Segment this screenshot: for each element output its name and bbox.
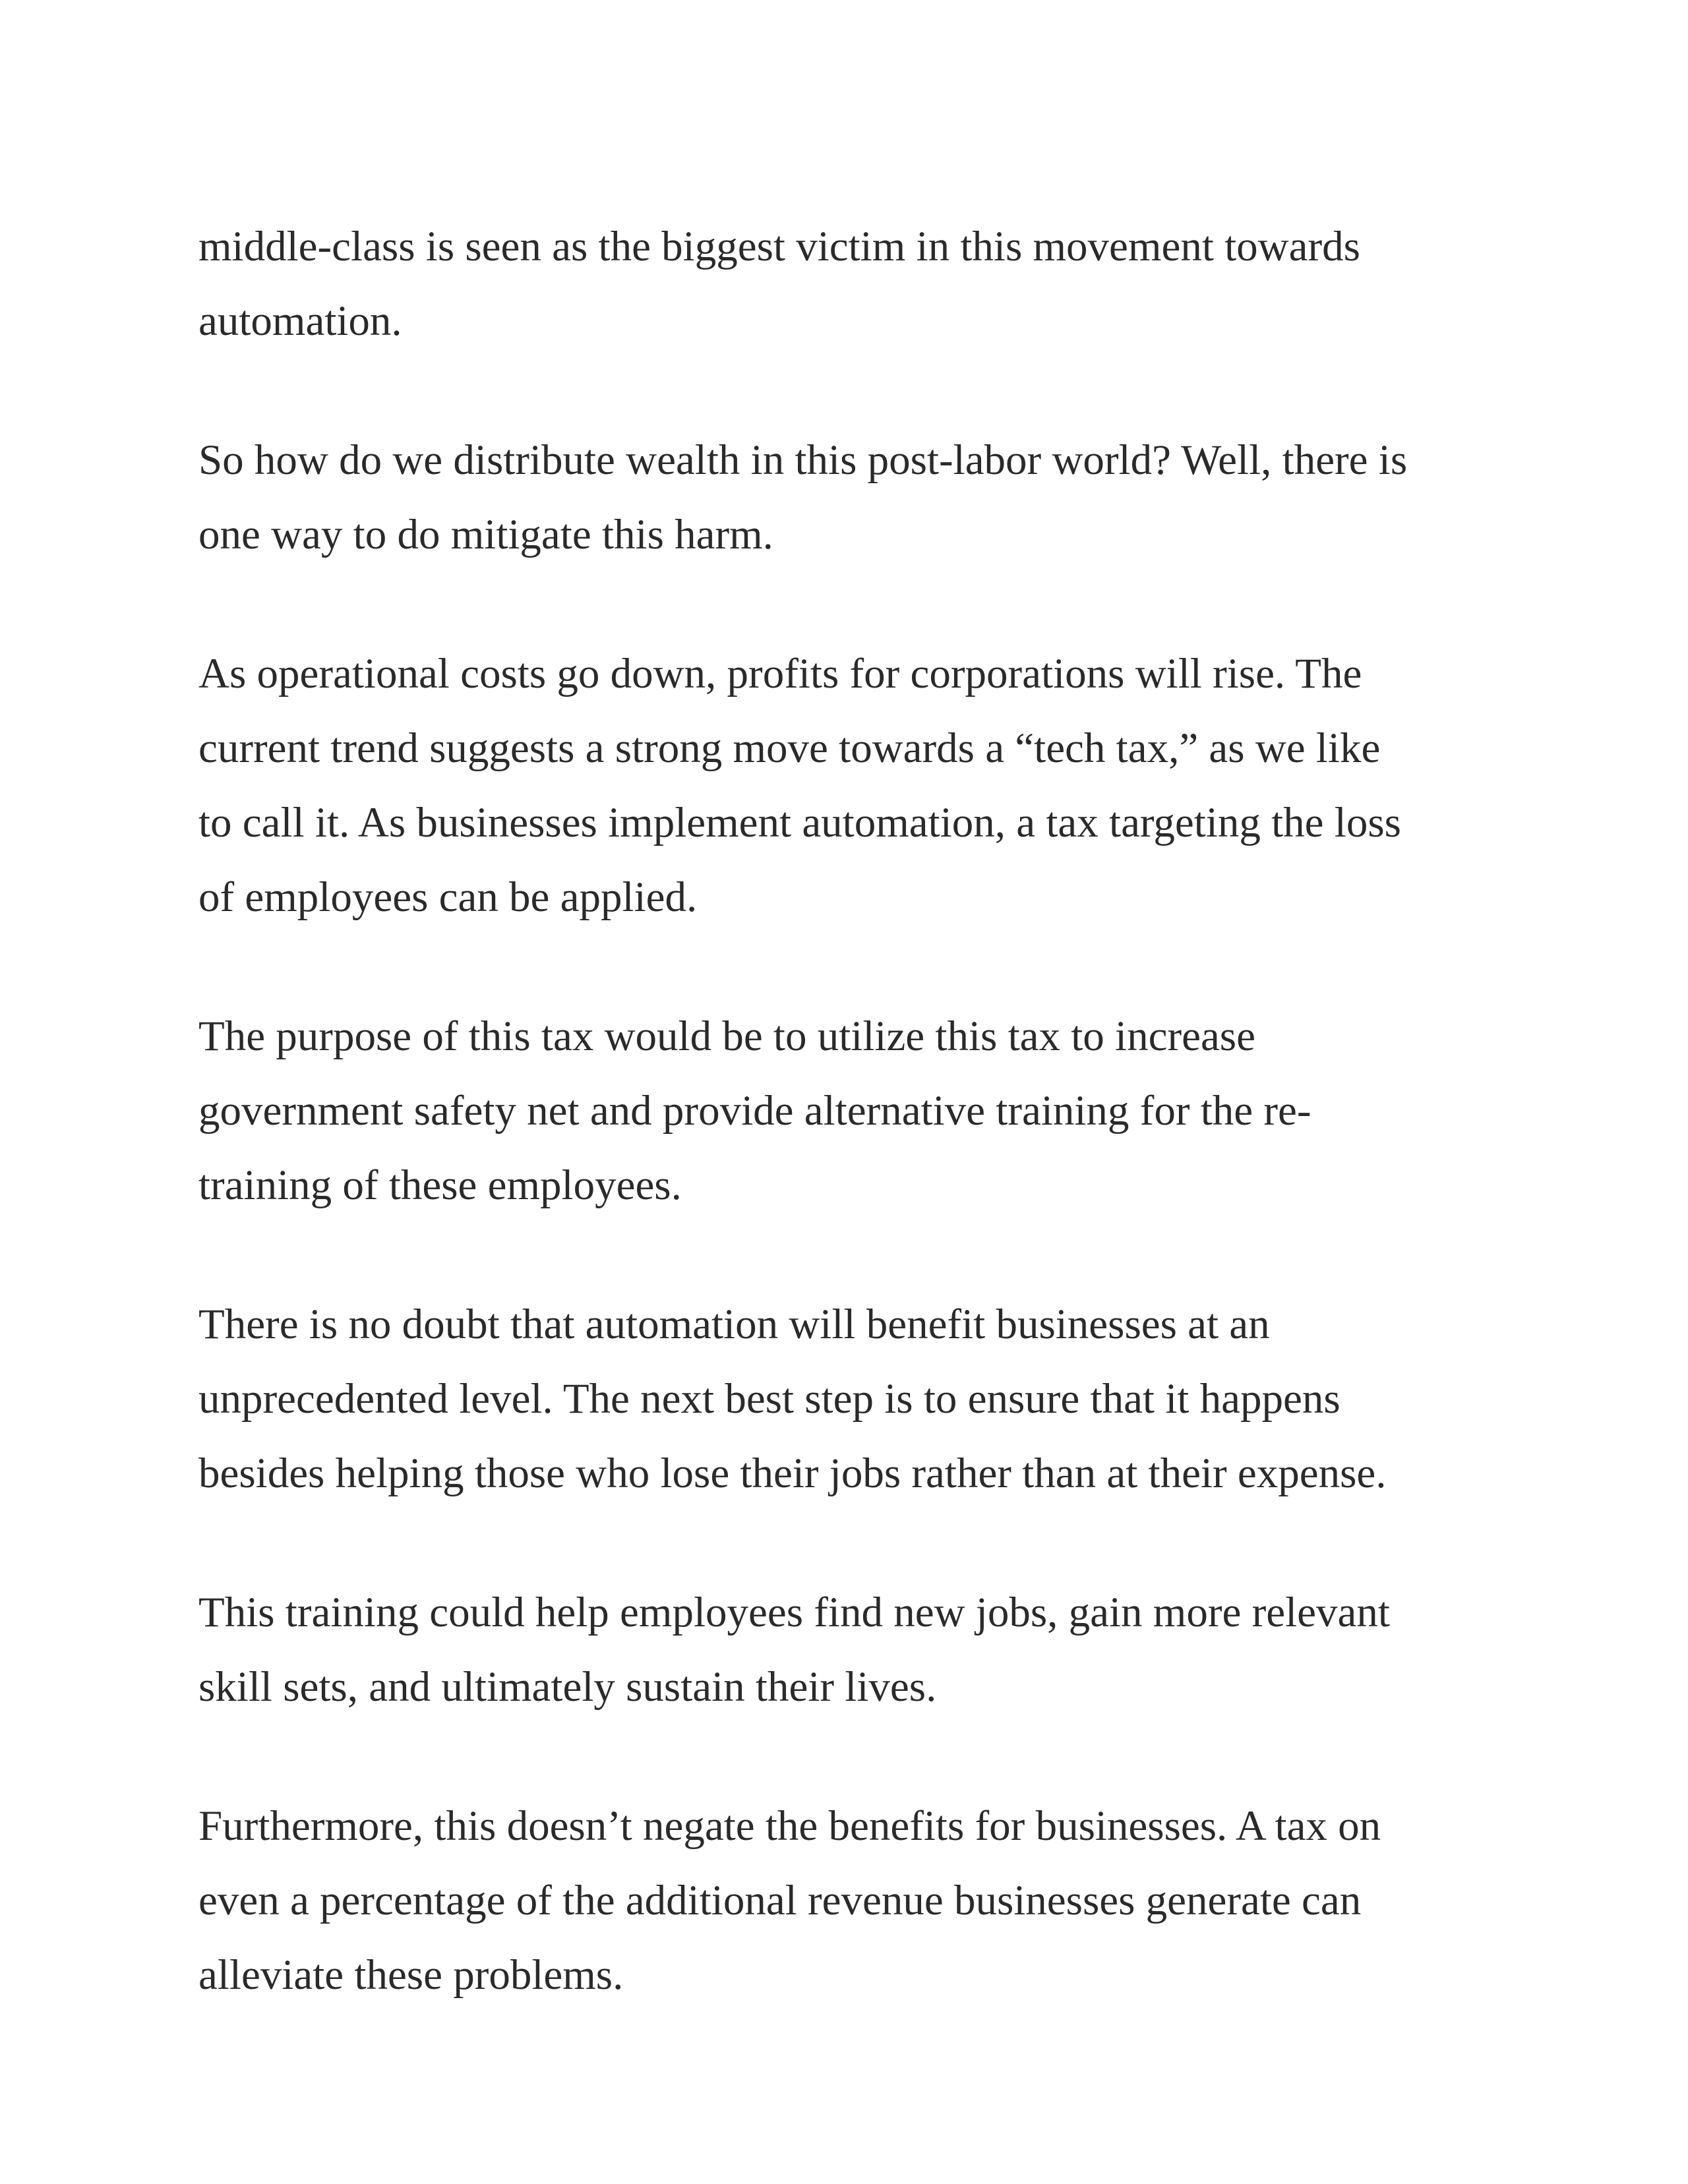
text-line: So how do we distribute wealth in this post-labor world? Well, there is — [198, 436, 1408, 484]
body-text — [198, 210, 1491, 2077]
text-line: even a percentage of the additional revenue businesses generate can — [198, 1877, 1362, 1924]
text-line: of employees can be applied. — [198, 873, 698, 921]
text-line: government safety net and provide alternative training for the re- — [198, 1087, 1311, 1135]
text-line: besides helping those who lose their jobs rather than at their expense. — [198, 1450, 1387, 1497]
text-line: automation. — [198, 297, 402, 345]
text-line: This training could help employees find new jobs, gain more relevant — [198, 1589, 1390, 1636]
text-line: alleviate these problems. — [198, 1951, 624, 1999]
paragraph-2 — [198, 423, 1491, 572]
text-line: unprecedented level. The next best step is to ensure that it happens — [198, 1375, 1341, 1423]
text-line: Furthermore, this doesn’t negate the benefits for businesses. A tax on — [198, 1802, 1381, 1850]
text-line: to call it. As businesses implement automation, a tax targeting the loss — [198, 799, 1401, 846]
text-line: one way to do mitigate this harm. — [198, 511, 773, 558]
text-line: As operational costs go down, profits for corporations will rise. The — [198, 650, 1362, 697]
paragraph-4 — [198, 999, 1491, 1223]
text-line: training of these employees. — [198, 1162, 682, 1209]
paragraph-7 — [198, 1789, 1491, 2013]
text-line: middle-class is seen as the biggest victim in this movement towards — [198, 223, 1360, 270]
paragraph-6 — [198, 1576, 1491, 1725]
paragraph-3 — [198, 637, 1491, 935]
text-line: current trend suggests a strong move towards a “tech tax,” as we like — [198, 724, 1381, 772]
text-line: skill sets, and ultimately sustain their lives. — [198, 1663, 937, 1711]
paragraph-1 — [198, 210, 1491, 359]
paragraph-5 — [198, 1287, 1491, 1511]
text-line: The purpose of this tax would be to utilize this tax to increase — [198, 1013, 1255, 1060]
text-line: There is no doubt that automation will benefit businesses at an — [198, 1301, 1270, 1348]
